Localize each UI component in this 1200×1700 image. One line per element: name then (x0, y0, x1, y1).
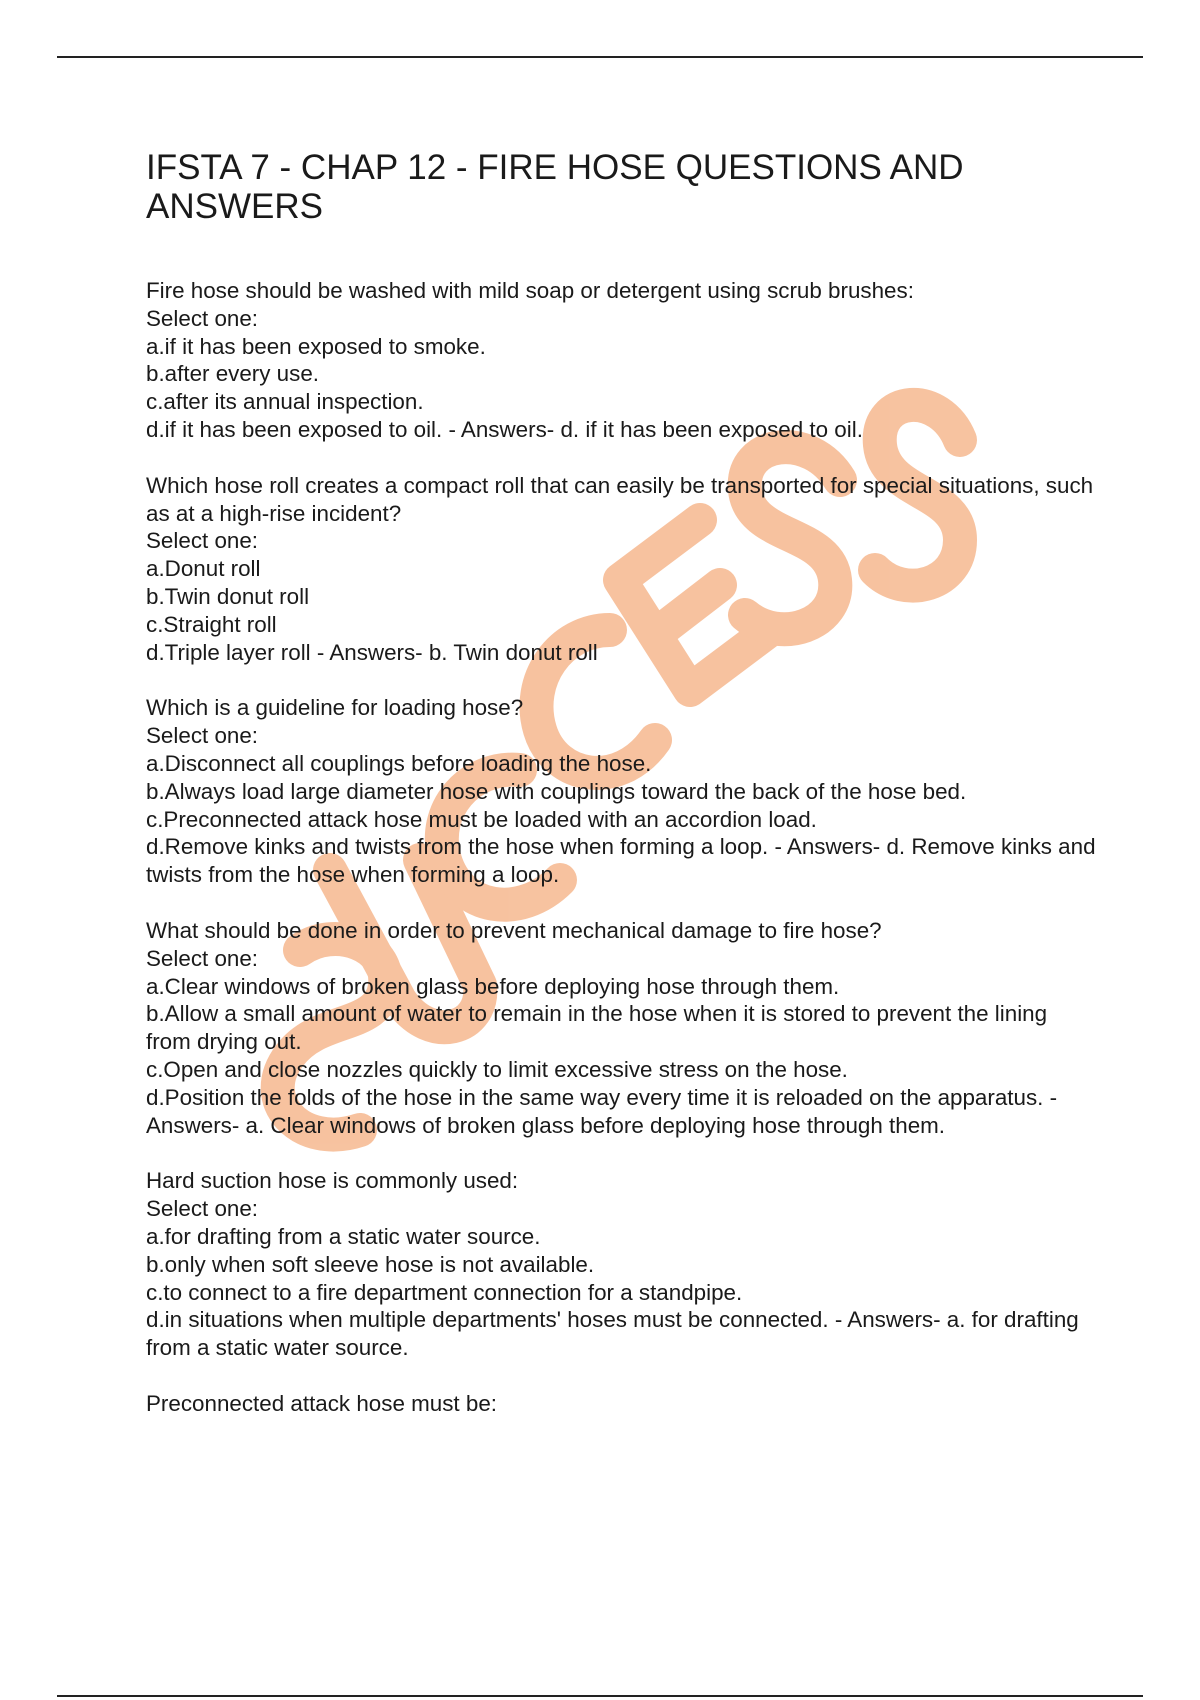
answer-option-with-key: d.if it has been exposed to oil. - Answers- d. if it has been exposed to oil. (146, 416, 863, 442)
question-block (146, 694, 1096, 889)
answer-option: a.for drafting from a static water source. (146, 1223, 541, 1249)
question-block (146, 917, 1096, 1139)
answer-option: a.Disconnect all couplings before loading the hose. (146, 750, 652, 776)
select-one-label: Select one: (146, 945, 259, 971)
answer-option: b.Twin donut roll (146, 583, 310, 609)
select-one-label: Select one: (146, 1196, 259, 1222)
answer-option: a.if it has been exposed to smoke. (146, 333, 486, 359)
question-block (146, 472, 1096, 667)
answer-option: a.Donut roll (146, 556, 261, 582)
question-prompt: Fire hose should be washed with mild soap or detergent using scrub brushes: (146, 278, 914, 303)
answer-option-with-key: d.Position the folds of the hose in the same way every time it is reloaded on the apparatus. - Answers- a. Clear windows of broken glass before deploying hose through them. (146, 1084, 1058, 1138)
select-one-label: Select one: (146, 528, 259, 554)
select-one-label: Select one: (146, 305, 259, 331)
answer-option: c.Preconnected attack hose must be loaded with an accordion load. (146, 806, 817, 832)
answer-option: c.Open and close nozzles quickly to limit excessive stress on the hose. (146, 1056, 848, 1082)
top-rule (57, 56, 1143, 58)
question-prompt: Hard suction hose is commonly used: (146, 1168, 519, 1194)
select-one-label: Select one: (146, 723, 259, 749)
question-prompt: What should be done in order to prevent mechanical damage to fire hose? (146, 917, 882, 943)
question-block (146, 1167, 1096, 1362)
answer-option: c.Straight roll (146, 611, 277, 637)
document-title: IFSTA 7 - CHAP 12 - FIRE HOSE QUESTIONS AND ANSWERS (146, 148, 964, 226)
question-prompt: Which hose roll creates a compact roll that can easily be transported for special situations, such as at a high-rise incident? (146, 472, 1094, 526)
answer-option: b.Always load large diameter hose with couplings toward the back of the hose bed. (146, 778, 967, 804)
answer-option: b.after every use. (146, 361, 319, 387)
answer-option: b.Allow a small amount of water to remain in the hose when it is stored to prevent the lining from drying out. (146, 1001, 1048, 1055)
answer-option-with-key: d.in situations when multiple departments' hoses must be connected. - Answers- a. for drafting from a static water source. (146, 1307, 1079, 1361)
answer-option-with-key: d.Remove kinks and twists from the hose when forming a loop. - Answers- d. Remove kinks and twists from the hose when forming a loop. (146, 834, 1096, 888)
answer-option-with-key: d.Triple layer roll - Answers- b. Twin donut roll (146, 639, 598, 665)
trailing-question-prompt: Preconnected attack hose must be: (146, 1390, 497, 1416)
answer-option: a.Clear windows of broken glass before deploying hose through them. (146, 973, 840, 999)
question-prompt: Which is a guideline for loading hose? (146, 695, 524, 721)
answer-option: c.after its annual inspection. (146, 389, 424, 415)
answer-option: c.to connect to a fire department connection for a standpipe. (146, 1279, 743, 1305)
document-body (146, 148, 1096, 1418)
bottom-rule (57, 1695, 1143, 1697)
question-block (146, 277, 1096, 444)
answer-option: b.only when soft sleeve hose is not available. (146, 1251, 595, 1277)
